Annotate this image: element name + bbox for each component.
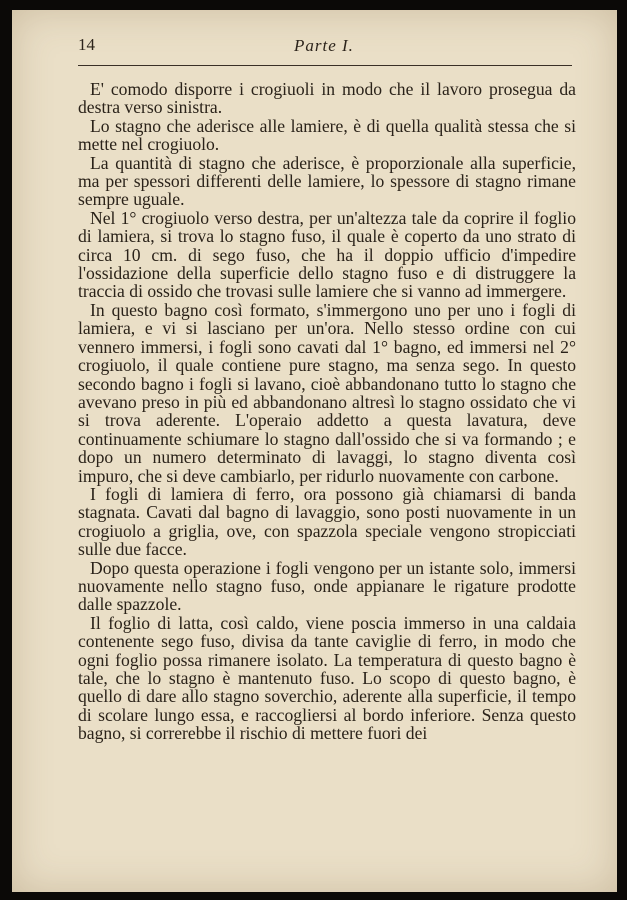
paragraph: Il foglio di latta, così caldo, viene poscia immerso in una caldaia contenente sego fuso, divisa da tante caviglie di ferro, in modo che ogni foglio possa rimanere isolato. La temperatura di questo bagno è tale, che lo stagno è mantenuto fuso. Lo scopo di questo bagno, è quello di dare allo stagno soverchio, aderente alla superficie, il tempo di scolare lungo essa, e raccogliersi al bordo inferiore. Senza questo bagno, si correrebbe il rischio di mettere fuori dei [78, 612, 576, 744]
paragraph: Lo stagno che aderisce alle lamiere, è di quella qualità stessa che si mette nel crogiuolo. [78, 115, 576, 155]
paragraph: I fogli di lamiera di ferro, ora possono già chiamarsi di banda stagnata. Cavati dal bagno di lavaggio, sono posti nuovamente in un crogiuolo a griglia, ove, con spazzola speciale vengono stropicciati sulle due facce. [78, 483, 576, 560]
header-rule [78, 65, 572, 66]
paragraph: Dopo questa operazione i fogli vengono per un istante solo, immersi nuovamente nello stagno fuso, onde appianare le rigature prodotte dalle spazzole. [78, 557, 576, 615]
running-title: Parte I. [294, 36, 354, 55]
paragraph: La quantità di stagno che aderisce, è proporzionale alla superficie, ma per spessori differenti delle lamiere, lo spessore di stagno rimane sempre uguale. [78, 152, 576, 210]
body-text [78, 80, 576, 743]
paragraph: In questo bagno così formato, s'immergono uno per uno i fogli di lamiera, e vi si lasciano per un'ora. Nello stesso ordine con cui vennero immersi, i fogli sono cavati dal 1° bagno, ed immersi nel 2° crogiuolo, il quale contiene pure stagno, ma senza sego. In questo secondo bagno i fogli si lavano, cioè abbandonano tutto lo stagno che avevano preso in più ed abbandonano altresì lo stagno ossidato che vi si trova aderente. L'operaio addetto a questa lavatura, deve continuamente schiumare lo stagno dall'ossido che si va formando ; e dopo un numero determinato di lavaggi, lo stagno diventa così impuro, che si deve cambiarlo, per ridurlo nuovamente con carbone. [78, 299, 576, 486]
page-number: 14 [78, 35, 95, 54]
paragraph: E' comodo disporre i crogiuoli in modo che il lavoro prosegua da destra verso sinistra. [78, 79, 576, 118]
paragraph: Nel 1° crogiuolo verso destra, per un'altezza tale da coprire il foglio di lamiera, si trova lo stagno fuso, il quale è coperto da uno strato di circa 10 cm. di sego fuso, che ha il doppio ufficio d'impedire l'ossidazione della superficie dello stagno fuso e di distruggere la traccia di ossido che trovasi sulle lamiere che si vanno ad immergere. [78, 207, 576, 302]
book-page [12, 10, 617, 892]
